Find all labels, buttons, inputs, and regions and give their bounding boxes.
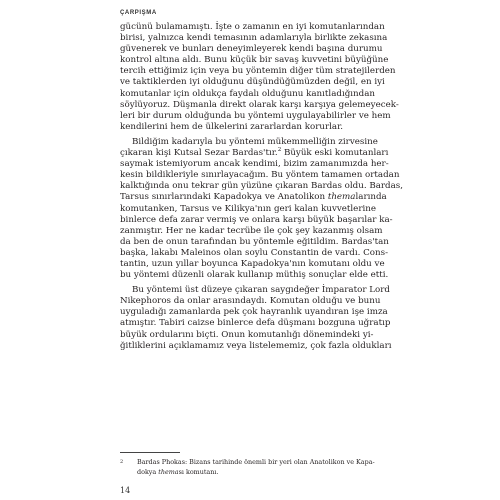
footnote-reference[interactable]: 2 (277, 147, 282, 154)
text-line: ve taktiklerden iyi olduğunu düşündüğümüzden değil, en iyi (120, 77, 385, 88)
text-line: komutanlar için oldukça faydalı olduğunu kanıtladığından (120, 88, 375, 99)
text-line: saymak istemiyorum ancak kendimi, bizim zamanımızda her- (120, 159, 389, 170)
text-span: çıkaran kişi Kutsal Sezar Bardas'tır. (120, 148, 278, 159)
text-line: binlerce defa zarar vermiş ve onlara karşı büyük başarılar ka- (120, 214, 393, 225)
text-line: kendilerini hem de ülkelerini zararlardan korurlar. (120, 121, 344, 132)
footnote-text: Bardas Phokas: Bizans tarihinde önemli bir yeri olan Anatolikon ve Kapa- (137, 458, 375, 466)
text-line: ğitliklerini açıklamamız veya listelememiz, çok fazla oldukları (120, 340, 392, 351)
text-span: sı komutanı. (178, 468, 219, 476)
text-line: tercih ettiğimiz için veya bu yöntemin diğer tüm stratejilerden (120, 66, 396, 77)
text-line: gücünü bulamamıştı. İşte o zamanın en iyi komutanlarından (120, 22, 385, 32)
text-line: kesin bildikleriyle sınırlayacağım. Bu yöntem tamamen ortadan (120, 170, 400, 181)
text-line: da ben de onun tarafından bu yöntemle eğitildim. Bardas'tan (120, 236, 389, 247)
text-line: söylüyoruz. Düşmanla direkt olarak karşı karşıya gelemeyecek- (120, 99, 399, 110)
text-line: komutanken, Tarsus ve Kilikya'nın geri kalan kuvvetlerine (120, 203, 376, 214)
text-line: tantin, uzun yıllar boyunca Kapadokya'nın komutanı oldu ve (120, 258, 385, 269)
text-line: başka, lakabı Maleinos olan soylu Constantin de vardı. Cons- (120, 247, 389, 258)
text-line: büyük ordularını biçti. Onun komutanlığı dönemindeki yi- (120, 329, 374, 340)
paragraph (120, 136, 404, 281)
text-line: Bu yöntemi üst düzeye çıkaran saygıdeğer İmparator Lord (132, 285, 390, 296)
text-line: bu yöntemi düzenli olarak kullanıp müthiş sonuçlar elde etti. (120, 270, 389, 281)
text-line (120, 147, 389, 159)
paragraph (120, 22, 399, 133)
text-span: Büyük eski komutanları (281, 148, 389, 159)
text-line: kalktığında onu tekrar gün yüzüne çıkaran Bardas oldu. Bardas, (120, 181, 404, 192)
text-span: Tarsus sınırlarındaki Kapadokya ve Anatolikon (120, 192, 326, 203)
running-head: ÇARPIŞMA (120, 10, 157, 16)
italic-term: thema (158, 468, 179, 476)
footnote-divider (120, 452, 180, 453)
text-line (120, 192, 387, 203)
text-line: zanmıştır. Her ne kadar tecrübe ile çok şey kazanmış olsam (120, 225, 383, 236)
text-line: birisi, yalnızca kendi temasının adamlarıyla birlikte zekasına (120, 33, 388, 44)
italic-term: thema (327, 192, 356, 203)
text-span: dokya (137, 468, 159, 476)
text-line: uyguladığı zamanlarda pek çok hayranlık uyandıran işe imza (120, 307, 388, 318)
footnote-text (137, 467, 218, 477)
text-line: Bildiğim kadarıyla bu yöntemi mükemmelliğin zirvesine (132, 136, 378, 147)
page-number: 14 (120, 486, 131, 495)
body-text (120, 22, 404, 352)
text-line: Nikephoros da onlar arasındaydı. Komutan olduğu ve bunu (120, 296, 381, 307)
paragraph (120, 285, 392, 352)
text-line: kontrol altına aldı. Bunu küçük bir savaş kuvvetini büyüğüne (120, 55, 389, 66)
text-line: leri bir durum olduğunda bu yöntemi uygulayabilirler ve hem (120, 110, 391, 121)
text-line: atmıştır. Tabiri caizse binlerce defa düşmanı bozguna uğratıp (120, 318, 391, 329)
text-span: larında (355, 192, 387, 203)
text-line: güvenerek ve bunları deneyimleyerek kendi başına durumu (120, 44, 383, 55)
footnote-mark: 2 (120, 459, 124, 465)
